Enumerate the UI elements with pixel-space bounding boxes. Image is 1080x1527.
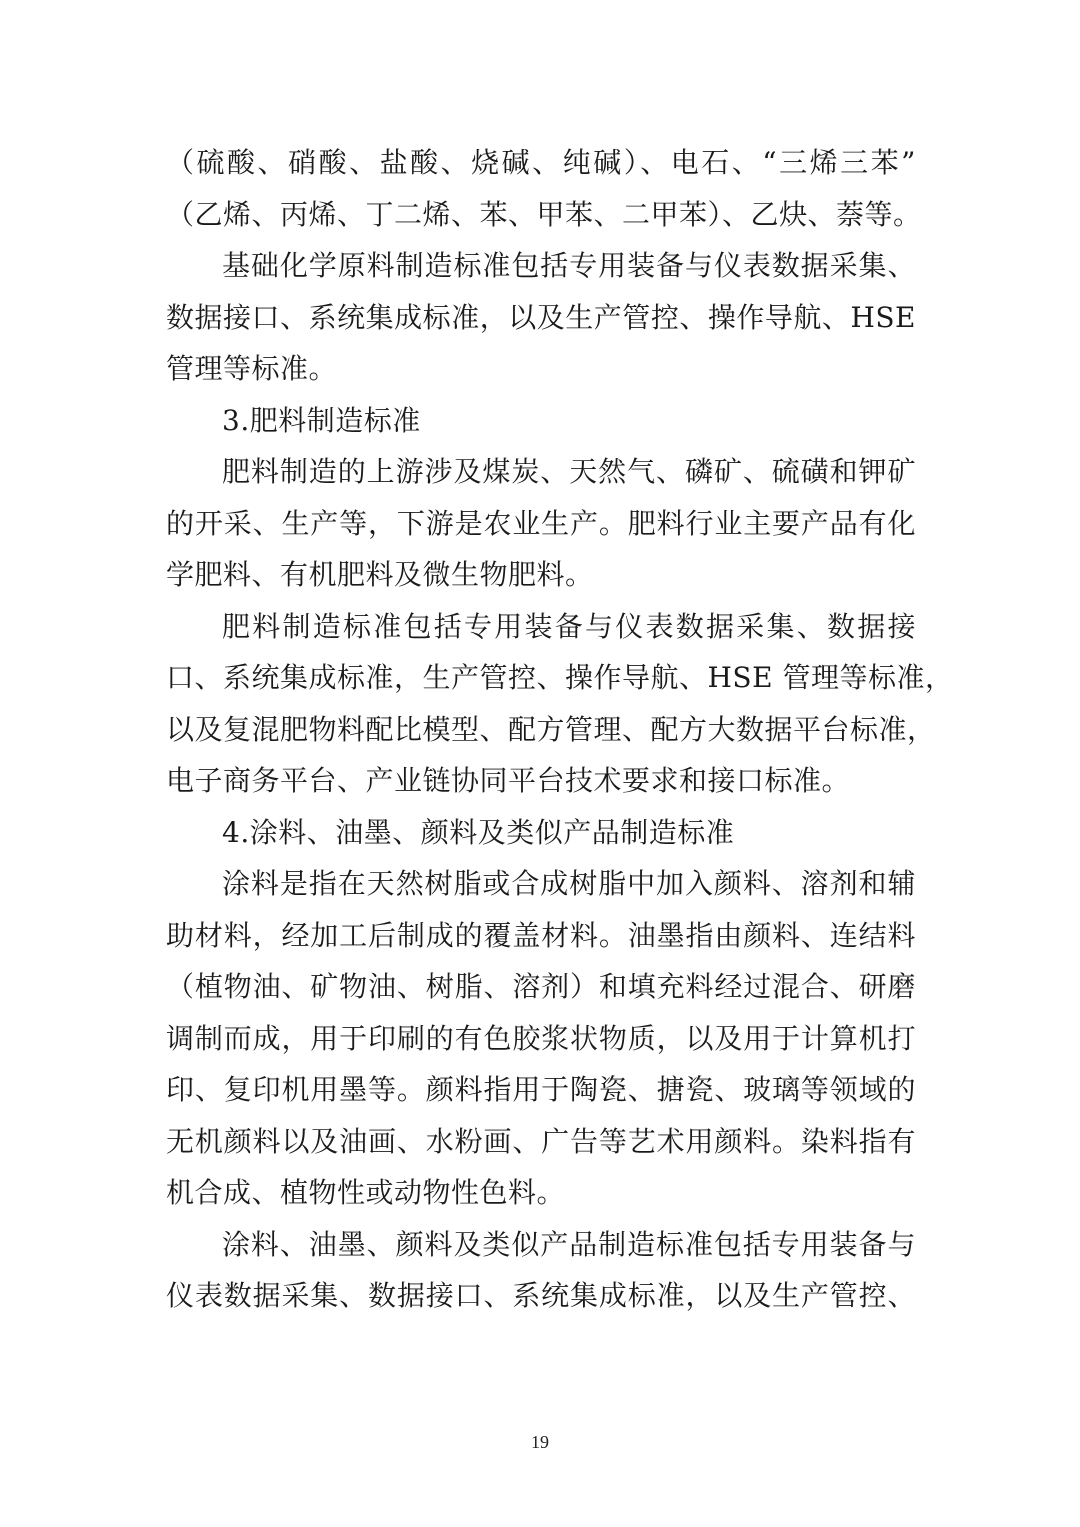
section-heading: 3.肥料制造标准 xyxy=(222,403,421,437)
paragraph-line: 机合成、植物性或动物性色料。 xyxy=(166,1176,566,1209)
paragraph-line: （植物油、矿物油、树脂、溶剂）和填充料经过混合、研磨 xyxy=(166,970,916,1003)
paragraph-line: 涂料、油墨、颜料及类似产品制造标准包括专用装备与 xyxy=(222,1227,916,1261)
paragraph-line: 电子商务平台、产业链协同平台技术要求和接口标准。 xyxy=(166,764,851,797)
section-heading: 4.涂料、油墨、颜料及类似产品制造标准 xyxy=(222,815,735,849)
paragraph-line: 以及复混肥物料配比模型、配方管理、配方大数据平台标准， xyxy=(166,712,936,746)
paragraph-line: 学肥料、有机肥料及微生物肥料。 xyxy=(166,558,594,591)
paragraph-line: 肥料制造的上游涉及煤炭、天然气、磷矿、硫磺和钾矿 xyxy=(222,455,916,488)
paragraph-line: 涂料是指在天然树脂或合成树脂中加入颜料、溶剂和辅 xyxy=(222,867,916,900)
paragraph-line: 数据接口、系统集成标准，以及生产管控、操作导航、HSE xyxy=(166,300,916,334)
paragraph-line: （硫酸、硝酸、盐酸、烧碱、纯碱）、电石、“三烯三苯” xyxy=(166,146,916,179)
paragraph-line: 口、系统集成标准，生产管控、操作导航、HSE 管理等标准， xyxy=(166,661,954,694)
body-text xyxy=(166,137,954,1322)
paragraph-line: 调制而成，用于印刷的有色胶浆状物质，以及用于计算机打 xyxy=(166,1021,916,1055)
paragraph-line: 的开采、生产等，下游是农业生产。肥料行业主要产品有化 xyxy=(166,506,916,540)
paragraph-line: 基础化学原料制造标准包括专用装备与仪表数据采集、 xyxy=(222,249,916,282)
paragraph-line: 仪表数据采集、数据接口、系统集成标准，以及生产管控、 xyxy=(166,1279,916,1312)
paragraph-line: 印、复印机用墨等。颜料指用于陶瓷、搪瓷、玻璃等领域的 xyxy=(166,1073,916,1106)
paragraph-line: 管理等标准。 xyxy=(166,352,338,385)
paragraph-line: 肥料制造标准包括专用装备与仪表数据采集、数据接 xyxy=(222,609,916,643)
paragraph-line: 无机颜料以及油画、水粉画、广告等艺术用颜料。染料指有 xyxy=(166,1124,916,1158)
paragraph-line: 助材料，经加工后制成的覆盖材料。油墨指由颜料、连结料 xyxy=(166,918,916,952)
paragraph-line: （乙烯、丙烯、丁二烯、苯、甲苯、二甲苯）、乙炔、萘等。 xyxy=(166,197,922,231)
page-number: 19 xyxy=(531,1432,549,1452)
